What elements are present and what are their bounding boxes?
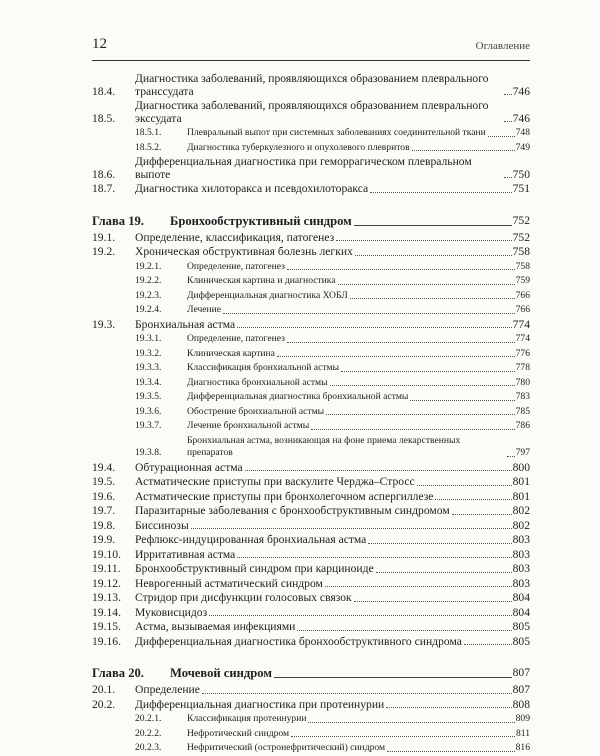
- toc-entry-number: 19.4.: [92, 460, 116, 474]
- toc-entry-title: Бронхиальная астма: [135, 317, 236, 331]
- dot-leader: [341, 371, 515, 372]
- toc-entry-page: 808: [512, 697, 530, 711]
- toc-entry-number: 18.4.: [92, 84, 116, 98]
- toc-subentry: [92, 274, 530, 289]
- toc-entry: [92, 461, 530, 476]
- toc-entry-title: Дифференциальная диагностика ХОБЛ: [187, 289, 348, 301]
- dot-leader: [330, 385, 515, 386]
- toc-entry-number: 18.7.: [92, 182, 116, 195]
- dot-leader: [386, 707, 511, 708]
- toc-entry-title: Обострение бронхиальной астмы: [187, 405, 325, 417]
- toc-entry-page: 766: [515, 304, 530, 315]
- toc-entry-title: Нефротический синдром: [187, 727, 290, 739]
- toc-entry-number: 18.5.: [92, 111, 116, 125]
- toc-entry-page: 811: [515, 727, 530, 739]
- toc-subentry: [92, 289, 530, 304]
- dot-leader: [237, 557, 511, 558]
- toc-entry-number: 18.5.1.: [135, 127, 162, 138]
- dot-leader: [412, 150, 515, 151]
- dot-leader: [297, 630, 511, 631]
- toc-entry-title: Бронхообструктивный синдром при карциноиде: [135, 562, 374, 575]
- toc-entry: [92, 155, 530, 182]
- dot-leader: [435, 499, 511, 500]
- toc-entry-page: 801: [512, 489, 530, 503]
- toc-entry-title: Определение, патогенез: [187, 260, 285, 272]
- dot-leader: [507, 456, 515, 457]
- toc-entry-page: 774: [512, 317, 530, 331]
- toc-entry-title: Диагностика заболеваний, проявляющихся образованием плеврального транссудата: [135, 72, 489, 98]
- toc-entry-number: 19.3.8.: [135, 447, 162, 458]
- toc-entry-number: 19.3.1.: [135, 333, 162, 344]
- toc-entry-title: Диагностика туберкулезного и опухолевого плевритов: [187, 141, 410, 153]
- header-rule: [92, 60, 530, 61]
- toc-entry-page: 805: [512, 620, 530, 633]
- toc-entry-number: 19.10.: [92, 547, 121, 561]
- toc-entry-title: Дифференциальная диагностика бронхиальной астмы: [187, 391, 409, 402]
- toc-entry-page: 804: [512, 605, 530, 619]
- toc-entry-title: Рефлюкс-индуцированная бронхиальная астма: [135, 533, 367, 546]
- toc-entry-title: Астматические приступы при васкулите Черджа–Стросс: [135, 475, 415, 488]
- dot-leader: [191, 528, 512, 529]
- toc-entry-page: 805: [512, 634, 530, 648]
- toc-entry-page: 785: [515, 405, 530, 417]
- toc-subentry: [92, 434, 530, 461]
- toc-subentry: [92, 727, 530, 742]
- toc-entry-title: Бронхиальная астма, возникающая на фоне приема лекарственных препаратов: [187, 434, 461, 458]
- toc-entry-page: 774: [515, 333, 530, 344]
- toc-entry-page: 803: [512, 533, 530, 546]
- toc-entry-title: Классификация протеинурии: [187, 713, 307, 724]
- dot-leader: [354, 601, 512, 602]
- toc-entry: [92, 475, 530, 490]
- running-head: Оглавление: [475, 40, 530, 52]
- toc-entry-number: 20.2.3.: [135, 742, 162, 753]
- toc-subentry: [92, 361, 530, 376]
- toc-entry-title: Муковисцидоз: [135, 605, 208, 619]
- toc-entry-title: Стридор при дисфункции голосовых связок: [135, 591, 352, 604]
- toc-entry-title: Астматические приступы при бронхолегочном аспергиллезе: [135, 489, 434, 503]
- dot-leader: [417, 485, 512, 486]
- toc-entry: [92, 99, 530, 126]
- toc-subentry: [92, 405, 530, 420]
- toc-entry-page: 750: [512, 167, 530, 181]
- toc-entry: [92, 635, 530, 650]
- toc-entry-title: Неврогенный астматический синдром: [135, 576, 323, 590]
- dot-leader: [336, 240, 511, 241]
- dot-leader: [452, 514, 512, 515]
- toc-entry-page: 803: [512, 576, 530, 590]
- toc-subentry: [92, 376, 530, 391]
- toc-entry-page: 748: [515, 127, 530, 138]
- toc-subentry: [92, 390, 530, 405]
- dot-leader: [287, 269, 515, 270]
- dot-leader: [504, 177, 512, 178]
- toc-subentry: [92, 260, 530, 275]
- toc-entry-number: 19.15.: [92, 620, 121, 633]
- toc-entry-page: 766: [515, 289, 530, 301]
- toc-entry-number: 19.3.5.: [135, 391, 162, 402]
- toc-entry-number: 19.2.: [92, 245, 116, 258]
- toc-entry-number: 19.3.2.: [135, 347, 162, 359]
- dot-leader: [504, 94, 512, 95]
- toc-entry: [92, 562, 530, 577]
- toc-entry-number: 19.3.7.: [135, 420, 162, 431]
- toc-entry-title: Определение, классификация, патогенез: [135, 230, 335, 244]
- toc-entry-page: 749: [515, 141, 530, 153]
- toc-entry-page: 801: [512, 475, 530, 488]
- toc-entry-title: Определение: [135, 683, 200, 696]
- dot-leader: [464, 644, 512, 645]
- toc-entry-title: Обтурационная астма: [135, 460, 243, 474]
- dot-leader: [291, 736, 515, 737]
- toc-entry-title: Диагностика бронхиальной астмы: [187, 376, 328, 388]
- dot-leader: [287, 342, 515, 343]
- toc-entry-title: Определение, патогенез: [187, 333, 285, 344]
- toc-entry-number: 19.1.: [92, 230, 116, 244]
- toc-entry: [92, 577, 530, 592]
- toc-entry-number: 20.2.: [92, 697, 116, 711]
- toc-entry-page: 803: [512, 562, 530, 575]
- toc-entry-page: 751: [512, 182, 530, 195]
- toc-entry-number: 19.2.4.: [135, 304, 162, 315]
- dot-leader: [354, 225, 512, 226]
- toc-entry-page: 803: [512, 547, 530, 561]
- dot-leader: [504, 121, 512, 122]
- toc-entry-number: 19.12.: [92, 576, 121, 590]
- dot-leader: [325, 586, 512, 587]
- toc-entry-number: 20.1.: [92, 683, 116, 696]
- toc-entry-title: Дифференциальная диагностика при протеинурии: [135, 697, 385, 711]
- chapter-title: Мочевой синдром: [170, 666, 272, 680]
- toc-subentry: [92, 141, 530, 156]
- dot-leader: [326, 414, 514, 415]
- toc-entry-page: 786: [515, 420, 530, 431]
- toc-entry-page: 778: [515, 362, 530, 373]
- toc-subentry: [92, 332, 530, 347]
- toc-entry-number: 19.2.2.: [135, 275, 162, 286]
- toc-entry-title: Диагностика хилоторакса и псевдохилоторакса: [135, 182, 369, 195]
- toc-subentry: [92, 741, 530, 756]
- toc-entry-title: Диагностика заболеваний, проявляющихся образованием плеврального экссудата: [135, 99, 489, 125]
- toc-entry-title: Дифференциальная диагностика при геморрагическом плевральном выпоте: [135, 155, 472, 181]
- toc-subentry: [92, 419, 530, 434]
- dot-leader: [350, 298, 515, 299]
- table-of-contents: [92, 72, 530, 756]
- toc-entry-page: 809: [515, 713, 530, 724]
- toc-entry-title: Паразитарные заболевания с бронхообструктивным синдромом: [135, 504, 450, 517]
- toc-subentry: [92, 126, 530, 141]
- chapter-title: Бронхообструктивный синдром: [170, 213, 352, 228]
- toc-entry: [92, 683, 530, 698]
- toc-entry-number: 19.3.6.: [135, 405, 162, 417]
- toc-entry-page: 746: [512, 111, 530, 125]
- toc-entry-page: 804: [512, 591, 530, 604]
- toc-entry-number: 20.2.2.: [135, 727, 162, 739]
- dot-leader: [410, 400, 514, 401]
- dot-leader: [202, 693, 512, 694]
- toc-entry-title: Хроническая обструктивная болезнь легких: [135, 245, 353, 258]
- dot-leader: [368, 543, 511, 544]
- toc-entry-title: Лечение бронхиальной астмы: [187, 420, 310, 431]
- toc-entry-title: Клиническая картина и диагностика: [187, 275, 336, 286]
- toc-entry-number: 19.6.: [92, 489, 116, 503]
- toc-entry-title: Клиническая картина: [187, 347, 275, 359]
- dot-leader: [223, 313, 515, 314]
- toc-entry-title: Нефритический (остронефритический) синдром: [187, 742, 386, 753]
- toc-entry-number: 18.6.: [92, 167, 116, 181]
- toc-subentry: [92, 303, 530, 318]
- dot-leader: [308, 722, 514, 723]
- toc-entry-number: 19.13.: [92, 591, 121, 604]
- toc-entry-number: 19.3.3.: [135, 362, 162, 373]
- toc-entry: [92, 519, 530, 534]
- dot-leader: [370, 192, 511, 193]
- toc-entry-number: 19.3.4.: [135, 376, 162, 388]
- toc-entry-number: 19.2.3.: [135, 289, 162, 301]
- page-number: 12: [92, 36, 107, 52]
- dot-leader: [274, 677, 512, 678]
- dot-leader: [237, 327, 511, 328]
- toc-entry-number: 19.2.1.: [135, 260, 162, 272]
- chapter-number: Глава 19.: [92, 213, 144, 228]
- toc-entry: [92, 318, 530, 333]
- toc-entry-number: 18.5.2.: [135, 141, 162, 153]
- toc-entry-number: 19.9.: [92, 533, 116, 546]
- toc-entry-page: 758: [515, 260, 530, 272]
- toc-entry-page: 758: [512, 245, 530, 258]
- toc-entry-page: 783: [515, 391, 530, 402]
- toc-entry: [92, 698, 530, 713]
- toc-entry-page: 776: [515, 347, 530, 359]
- toc-entry-page: 797: [515, 447, 530, 458]
- dot-leader: [355, 255, 512, 256]
- toc-entry-page: 759: [515, 275, 530, 286]
- toc-entry-title: Лечение: [187, 304, 222, 315]
- toc-entry: [92, 182, 530, 197]
- toc-subentry: [92, 347, 530, 362]
- toc-entry-page: 807: [512, 683, 530, 696]
- toc-entry: [92, 620, 530, 635]
- dot-leader: [338, 284, 515, 285]
- dot-leader: [209, 615, 511, 616]
- toc-entry: [92, 548, 530, 563]
- toc-entry-title: Плевральный выпот при системных заболеваниях соединительной ткани: [187, 127, 486, 138]
- toc-entry-number: 19.8.: [92, 518, 116, 532]
- toc-entry-number: 19.5.: [92, 475, 116, 488]
- chapter-page: 752: [512, 213, 530, 227]
- chapter-page: 807: [512, 666, 530, 679]
- toc-entry-page: 802: [512, 518, 530, 532]
- toc-entry-number: 19.14.: [92, 605, 121, 619]
- dot-leader: [488, 136, 515, 137]
- dot-leader: [277, 356, 515, 357]
- toc-entry-number: 19.3.: [92, 317, 116, 331]
- toc-entry-number: 19.11.: [92, 562, 121, 575]
- toc-entry: [92, 72, 530, 99]
- toc-chapter-19: [92, 213, 530, 229]
- toc-entry: [92, 231, 530, 246]
- toc-entry-number: 19.16.: [92, 634, 121, 648]
- dot-leader: [387, 751, 515, 752]
- toc-subentry: [92, 712, 530, 727]
- toc-entry-title: Ирритативная астма: [135, 547, 236, 561]
- toc-entry-title: Дифференциальная диагностика бронхообструктивного синдрома: [135, 634, 462, 648]
- dot-leader: [376, 572, 512, 573]
- toc-entry-number: 19.7.: [92, 504, 116, 517]
- toc-chapter-20: [92, 665, 530, 681]
- toc-entry-page: 746: [512, 84, 530, 98]
- toc-entry: [92, 533, 530, 548]
- toc-entry-title: Астма, вызываемая инфекциями: [135, 620, 296, 633]
- toc-entry-page: 802: [512, 504, 530, 517]
- toc-entry-page: 752: [512, 230, 530, 244]
- toc-entry-page: 780: [515, 376, 530, 388]
- toc-entry: [92, 606, 530, 621]
- toc-entry-title: Классификация бронхиальной астмы: [187, 362, 340, 373]
- toc-entry-number: 20.2.1.: [135, 713, 162, 724]
- dot-leader: [311, 429, 514, 430]
- toc-entry-page: 800: [512, 460, 530, 474]
- toc-entry: [92, 245, 530, 260]
- dot-leader: [245, 470, 512, 471]
- chapter-number: Глава 20.: [92, 666, 144, 680]
- toc-entry: [92, 504, 530, 519]
- toc-entry-title: Биссинозы: [135, 518, 189, 532]
- toc-entry: [92, 591, 530, 606]
- toc-entry-page: 816: [515, 742, 530, 753]
- toc-entry: [92, 490, 530, 505]
